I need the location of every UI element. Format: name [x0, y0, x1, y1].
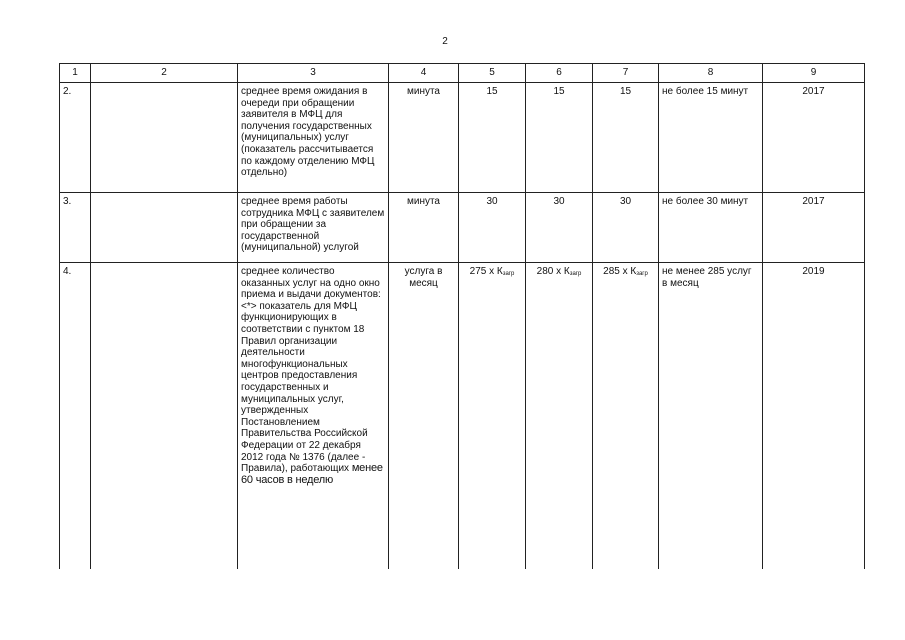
- k-subscript: загр: [636, 271, 648, 277]
- k-subscript: загр: [569, 271, 582, 277]
- table-header-row: [60, 64, 865, 83]
- row-value-5: 15: [459, 83, 526, 193]
- row-description: среднее время ожидания в очереди при обращении заявителя в МФЦ для получения государственных (муниципальных) услуг (показатель рассчитывается по каждому отделению МФЦ отдельно): [238, 83, 389, 193]
- row-number: 2.: [60, 83, 91, 193]
- row-target: не более 15 минут: [659, 83, 763, 193]
- row-value-6: 280 х К: [536, 266, 570, 277]
- row-description-tail: менее 60 часов в неделю: [241, 462, 383, 486]
- row-year: 2017: [763, 193, 865, 263]
- row-value-7: 15: [593, 83, 659, 193]
- row-target: не менее 285 услуг в месяц: [659, 263, 763, 570]
- row-value-5-cell: [459, 263, 526, 570]
- row-target: не более 30 минут: [659, 193, 763, 263]
- header-cell: 5: [459, 64, 526, 83]
- k-subscript: загр: [502, 271, 515, 277]
- header-cell: 3: [238, 64, 389, 83]
- row-unit: минута: [389, 83, 459, 193]
- indicators-table: [59, 63, 865, 569]
- table-row: [60, 193, 865, 263]
- row-col2: [91, 193, 238, 263]
- page-number: 2: [442, 36, 448, 47]
- row-value-7-cell: [593, 263, 659, 570]
- row-col2: [91, 263, 238, 570]
- row-col2: [91, 83, 238, 193]
- row-unit: минута: [389, 193, 459, 263]
- row-number: 3.: [60, 193, 91, 263]
- table-row: [60, 263, 865, 570]
- table-row: [60, 83, 865, 193]
- row-year: 2017: [763, 83, 865, 193]
- row-number: 4.: [60, 263, 91, 570]
- header-cell: 6: [526, 64, 593, 83]
- header-cell: 1: [60, 64, 91, 83]
- row-year: 2019: [763, 263, 865, 570]
- header-cell: 7: [593, 64, 659, 83]
- row-value-6-cell: [526, 263, 593, 570]
- row-value-5: 275 х К: [469, 266, 503, 277]
- header-cell: 4: [389, 64, 459, 83]
- row-description: среднее время работы сотрудника МФЦ с заявителем при обращении за государственной (муниципальной) услугой: [238, 193, 389, 263]
- row-value-6: 30: [526, 193, 593, 263]
- row-description-cell: [238, 263, 389, 570]
- header-cell: 2: [91, 64, 238, 83]
- row-value-7: 30: [593, 193, 659, 263]
- row-description: среднее количество оказанных услуг на одно окно приема и выдачи документов: <*> показатель для МФЦ функционирующих в соответствии с пунктом 18 Правил организации деятельности многофункциональных центров предоставления государственных и муниципальных услуг, утвержденных Постановлением Правительства Российской Федерации от 22 декабря 2012 года № 1376 (далее - Правила), работающих: [241, 266, 381, 475]
- header-cell: 8: [659, 64, 763, 83]
- row-value-6: 15: [526, 83, 593, 193]
- row-value-5: 30: [459, 193, 526, 263]
- row-value-7: 285 х К: [603, 266, 637, 277]
- row-unit: услуга в месяц: [389, 263, 459, 570]
- header-cell: 9: [763, 64, 865, 83]
